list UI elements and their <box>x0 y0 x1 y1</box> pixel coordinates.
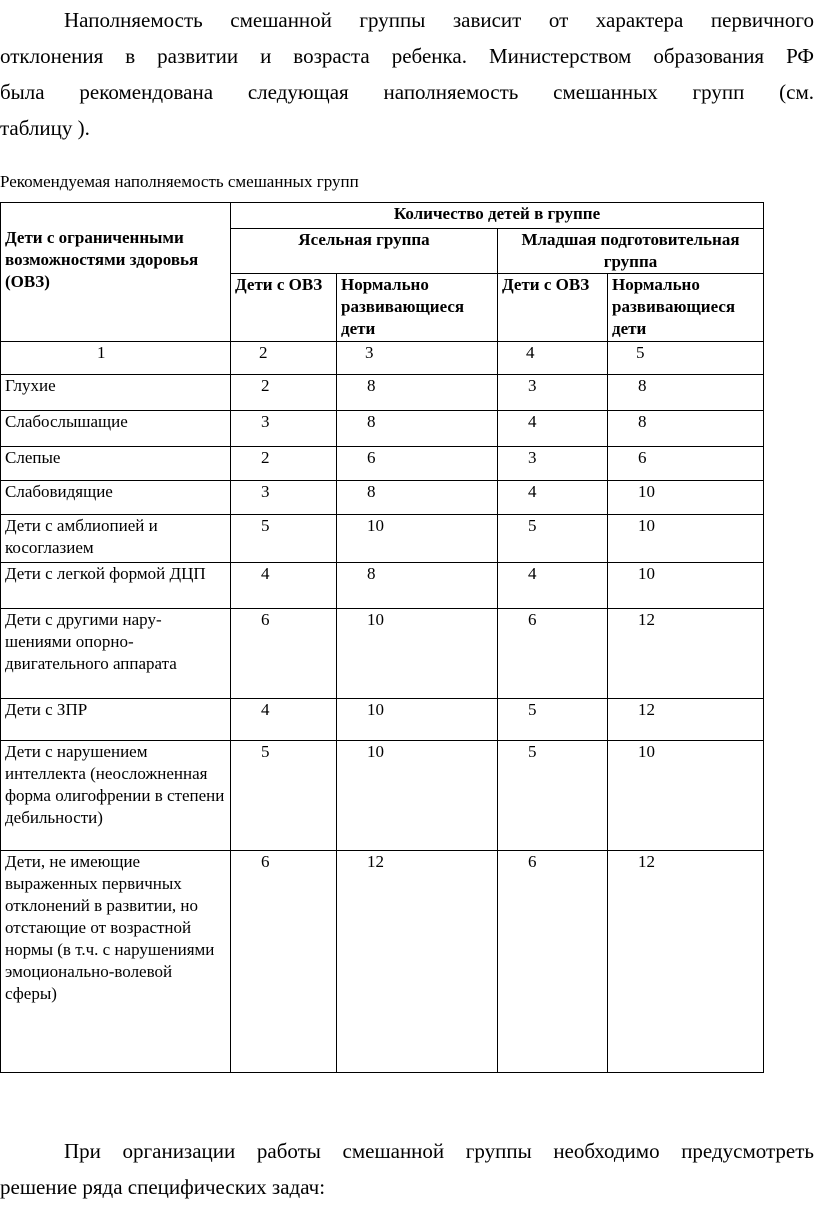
outro-line-2: решение ряда специфических задач: <box>0 1175 326 1199</box>
cell-value: 5 <box>231 741 337 851</box>
cell-value: 3 <box>498 375 608 411</box>
row-name: Дети с амблиопией и косоглазием <box>1 515 231 563</box>
cell-value: 8 <box>337 375 498 411</box>
table-row <box>1 609 764 699</box>
cell-value: 8 <box>608 411 764 447</box>
row-name: Дети с другими нару-шениями опорно-двигательного аппарата <box>1 609 231 699</box>
cell-value: 10 <box>337 609 498 699</box>
cell-value: 4 <box>498 411 608 447</box>
cell-value: 3 <box>231 411 337 447</box>
cell-value: 8 <box>337 411 498 447</box>
cell-value: 3 <box>231 481 337 515</box>
cell-value: 4 <box>498 563 608 609</box>
cell-value: 8 <box>608 375 764 411</box>
cell-value: 6 <box>498 609 608 699</box>
table-row <box>1 375 764 411</box>
col-number: 2 <box>231 342 337 375</box>
cell-value: 6 <box>231 609 337 699</box>
cell-value: 4 <box>231 563 337 609</box>
intro-line-4: таблицу ). <box>0 116 90 140</box>
cell-value: 12 <box>337 851 498 1073</box>
cell-value: 12 <box>608 609 764 699</box>
cell-value: 5 <box>498 741 608 851</box>
table-caption: Рекомендуемая наполняемость смешанных групп <box>0 172 359 191</box>
row-name: Слабослышащие <box>1 411 231 447</box>
cell-value: 10 <box>337 699 498 741</box>
cell-value: 3 <box>498 447 608 481</box>
col-number: 3 <box>337 342 498 375</box>
table-row <box>1 699 764 741</box>
table-row <box>1 342 764 375</box>
header-nursery: Ясельная группа <box>231 229 498 274</box>
cell-value: 4 <box>498 481 608 515</box>
cell-value: 2 <box>231 447 337 481</box>
cell-value: 6 <box>498 851 608 1073</box>
intro-line-2: отклонения в развитии и возраста ребенка. Министерством образования РФ <box>0 44 814 68</box>
cell-value: 10 <box>337 741 498 851</box>
cell-value: 12 <box>608 699 764 741</box>
cell-value: 6 <box>608 447 764 481</box>
table-row <box>1 515 764 563</box>
outro-line-1: При организации работы смешанной группы необходимо предусмотреть <box>64 1139 814 1163</box>
table-row <box>1 563 764 609</box>
table-row <box>1 481 764 515</box>
cell-value: 8 <box>337 481 498 515</box>
header-nursery-ovz: Дети с ОВЗ <box>231 274 337 342</box>
row-name: Дети, не имеющие выраженных первичных отклонений в развитии, но отстающие от возрастной нормы (в т.ч. с нарушениями эмоционально-волевой сферы) <box>1 851 231 1073</box>
cell-value: 6 <box>231 851 337 1073</box>
table-row <box>1 741 764 851</box>
cell-value: 10 <box>608 515 764 563</box>
table-row <box>1 411 764 447</box>
outro-paragraph <box>0 1133 814 1205</box>
intro-paragraph <box>0 2 814 146</box>
table-row <box>1 851 764 1073</box>
cell-value: 2 <box>231 375 337 411</box>
cell-value: 5 <box>498 699 608 741</box>
header-junior-ovz: Дети с ОВЗ <box>498 274 608 342</box>
header-group-count: Количество детей в группе <box>231 203 764 229</box>
row-name: Слабовидящие <box>1 481 231 515</box>
col-number: 5 <box>608 342 764 375</box>
intro-line-3: была рекомендована следующая наполняемость смешанных групп (см. <box>0 80 814 104</box>
row-name: Дети с ЗПР <box>1 699 231 741</box>
cell-value: 10 <box>608 481 764 515</box>
cell-value: 10 <box>608 741 764 851</box>
cell-value: 10 <box>608 563 764 609</box>
header-children: Дети с ограниченными возможностями здоровья (ОВЗ) <box>1 203 231 342</box>
cell-value: 5 <box>231 515 337 563</box>
cell-value: 5 <box>498 515 608 563</box>
groups-table <box>0 202 764 1073</box>
row-name: Слепые <box>1 447 231 481</box>
cell-value: 6 <box>337 447 498 481</box>
cell-value: 12 <box>608 851 764 1073</box>
header-nursery-normal: Нормально развивающиеся дети <box>337 274 498 342</box>
cell-value: 10 <box>337 515 498 563</box>
row-name: Дети с нарушением интеллекта (неосложненная форма олигофрении в степени дебильности) <box>1 741 231 851</box>
header-junior: Младшая подготовительная группа <box>498 229 764 274</box>
intro-line-1: Наполняемость смешанной группы зависит от характера первичного <box>64 8 814 32</box>
cell-value: 8 <box>337 563 498 609</box>
cell-value: 4 <box>231 699 337 741</box>
col-number: 4 <box>498 342 608 375</box>
col-number: 1 <box>1 342 231 375</box>
row-name: Дети с легкой формой ДЦП <box>1 563 231 609</box>
header-junior-normal: Нормально развивающиеся дети <box>608 274 764 342</box>
row-name: Глухие <box>1 375 231 411</box>
table-row <box>1 447 764 481</box>
